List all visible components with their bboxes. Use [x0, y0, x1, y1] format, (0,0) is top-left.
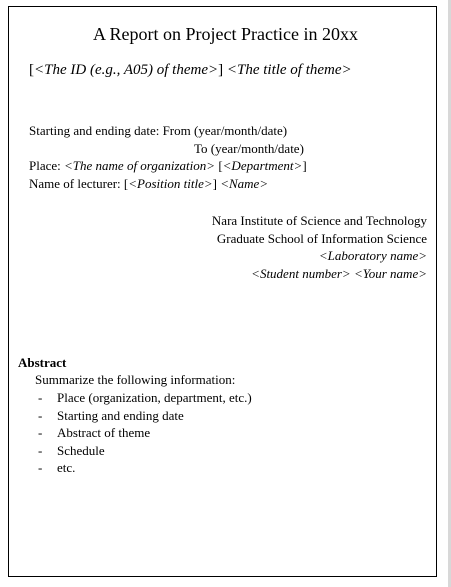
bullet-dash: - [38, 425, 43, 440]
affiliation-block [212, 212, 427, 282]
abstract-intro: Summarize the following information: [35, 372, 236, 387]
institute-name: Nara Institute of Science and Technology [211, 213, 427, 228]
place-row [29, 157, 307, 175]
report-title: A Report on Project Practice in 20xx [93, 24, 358, 44]
lecturer-name: <Name> [220, 175, 269, 191]
school-name: Graduate School of Information Science [216, 230, 427, 246]
lecturer-mid: ] [212, 175, 221, 191]
student-row [212, 265, 427, 283]
theme-id-placeholder: <The ID (e.g., A05) of theme> [34, 62, 219, 78]
list-item-text: Starting and ending date [57, 407, 184, 423]
dates-row: Starting and ending date: From (year/month/date) [29, 123, 288, 138]
place-dept-close: ] [302, 158, 307, 173]
theme-title-placeholder: <The title of theme> [226, 62, 352, 78]
lecturer-row [29, 175, 307, 193]
bullet-dash: - [38, 390, 43, 405]
list-item [38, 407, 252, 425]
your-name: <Your name> [353, 265, 427, 281]
list-item [38, 442, 252, 460]
place-organization: <The name of organization> [64, 158, 216, 173]
page-frame [8, 6, 437, 577]
laboratory-name: <Laboratory name> [318, 248, 427, 263]
place-dept-open: [ [215, 158, 223, 173]
list-item [38, 459, 252, 477]
lecturer-position: <Position title> [128, 175, 213, 191]
list-item-text: Place (organization, department, etc.) [57, 390, 252, 405]
list-item-text: Schedule [57, 442, 105, 458]
lecturer-label: Name of lecturer: [ [29, 175, 129, 191]
bullet-dash: - [38, 442, 43, 458]
report-info [29, 122, 307, 192]
bullet-dash: - [38, 460, 43, 475]
list-item-text: Abstract of theme [57, 425, 151, 440]
theme-id-close: ] [218, 62, 227, 78]
place-department: <Department> [222, 158, 303, 173]
abstract-heading: Abstract [18, 355, 67, 370]
list-item [38, 424, 252, 442]
student-number: <Student number> [251, 265, 351, 281]
theme-line [29, 62, 352, 79]
bullet-dash: - [38, 407, 43, 423]
theme-id-open: [ [29, 62, 34, 78]
dates-to-row: To (year/month/date) [194, 140, 304, 156]
list-item-text: etc. [57, 460, 76, 475]
place-label: Place: [29, 158, 65, 173]
list-item [38, 389, 252, 407]
abstract-list [38, 389, 252, 477]
